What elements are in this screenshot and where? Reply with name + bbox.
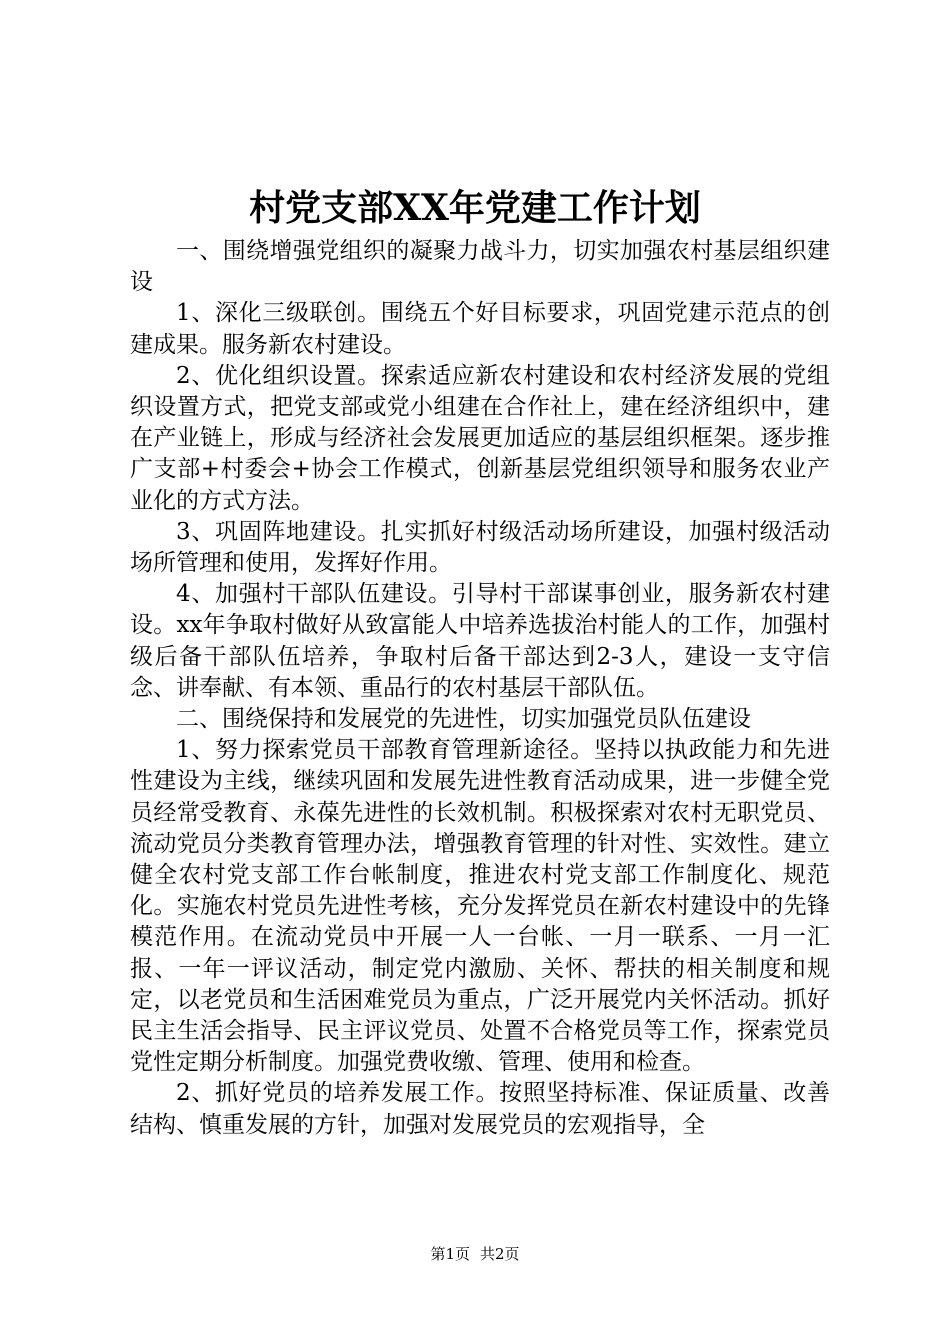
paragraph-item-1-3: 3、巩固阵地建设。扎实抓好村级活动场所建设，加强村级活动场所管理和使用，发挥好作用。 (130, 518, 830, 577)
paragraph-item-2-2: 2、抓好党员的培养发展工作。按照坚持标准、保证质量、改善结构、慎重发展的方针，加强对发展党员的宏观指导，全 (130, 1080, 830, 1138)
paragraph-section-2-heading: 二、围绕保持和发展党的先进性，切实加强党员队伍建设 (176, 706, 751, 733)
paragraph-section-1-heading: 一、围绕增强党组织的凝聚力战斗力，切实加强农村基层组织建设 (130, 238, 830, 296)
paragraph-item-2-1: 1、努力探索党员干部教育管理新途径。坚持以执政能力和先进性建设为主线，继续巩固和发展先进性教育活动成果，进一步健全党员经常受教育、永葆先进性的长效机制。积极探索对农村无职党员、流动党员分类教育管理办法，增强教育管理的针对性、实效性。建立健全农村党支部工作台帐制度，推进农村党支部工作制度化、规范化。实施农村党员先进性考核，充分发挥党员在新农村建设中的先锋模范作用。在流动党员中开展一人一台帐、一月一联系、一月一汇报、一年一评议活动，制定党内激励、关怀、帮扶的相关制度和规定，以老党员和生活困难党员为重点，广泛开展党内关怀活动。抓好民主生活会指导、民主评议党员、处置不合格党员等工作，探索党员党性定期分析制度。加强党费收缴、管理、使用和检查。 (130, 737, 830, 1076)
document-title: 村党支部XX年党建工作计划 (249, 187, 701, 229)
paragraph-item-1-2: 2、优化组织设置。探索适应新农村建设和农村经济发展的党组织设置方式，把党支部或党小组建在合作社上，建在经济组织中，建在产业链上，形成与经济社会发展更加适应的基层组织框架。逐步推广支部+村委会+协会工作模式，创新基层党组织领导和服务农业产业化的方式方法。 (130, 362, 830, 514)
paragraph-item-1-4: 4、加强村干部队伍建设。引导村干部谋事创业，服务新农村建设。xx年争取村做好从致富能人中培养选拔治村能人的工作，加强村级后备干部队伍培养，争取村后备干部达到2-3人，建设一支守信念、讲奉献、有本领、重品行的农村基层干部队伍。 (130, 581, 830, 701)
page-total: 共2页 (480, 1245, 520, 1263)
paragraph-item-1-1: 1、深化三级联创。围绕五个好目标要求，巩固党建示范点的创建成果。服务新农村建设。 (130, 300, 830, 358)
page-number: 第1页 (430, 1245, 470, 1263)
page-footer (0, 1244, 950, 1264)
document-body (130, 236, 830, 1141)
